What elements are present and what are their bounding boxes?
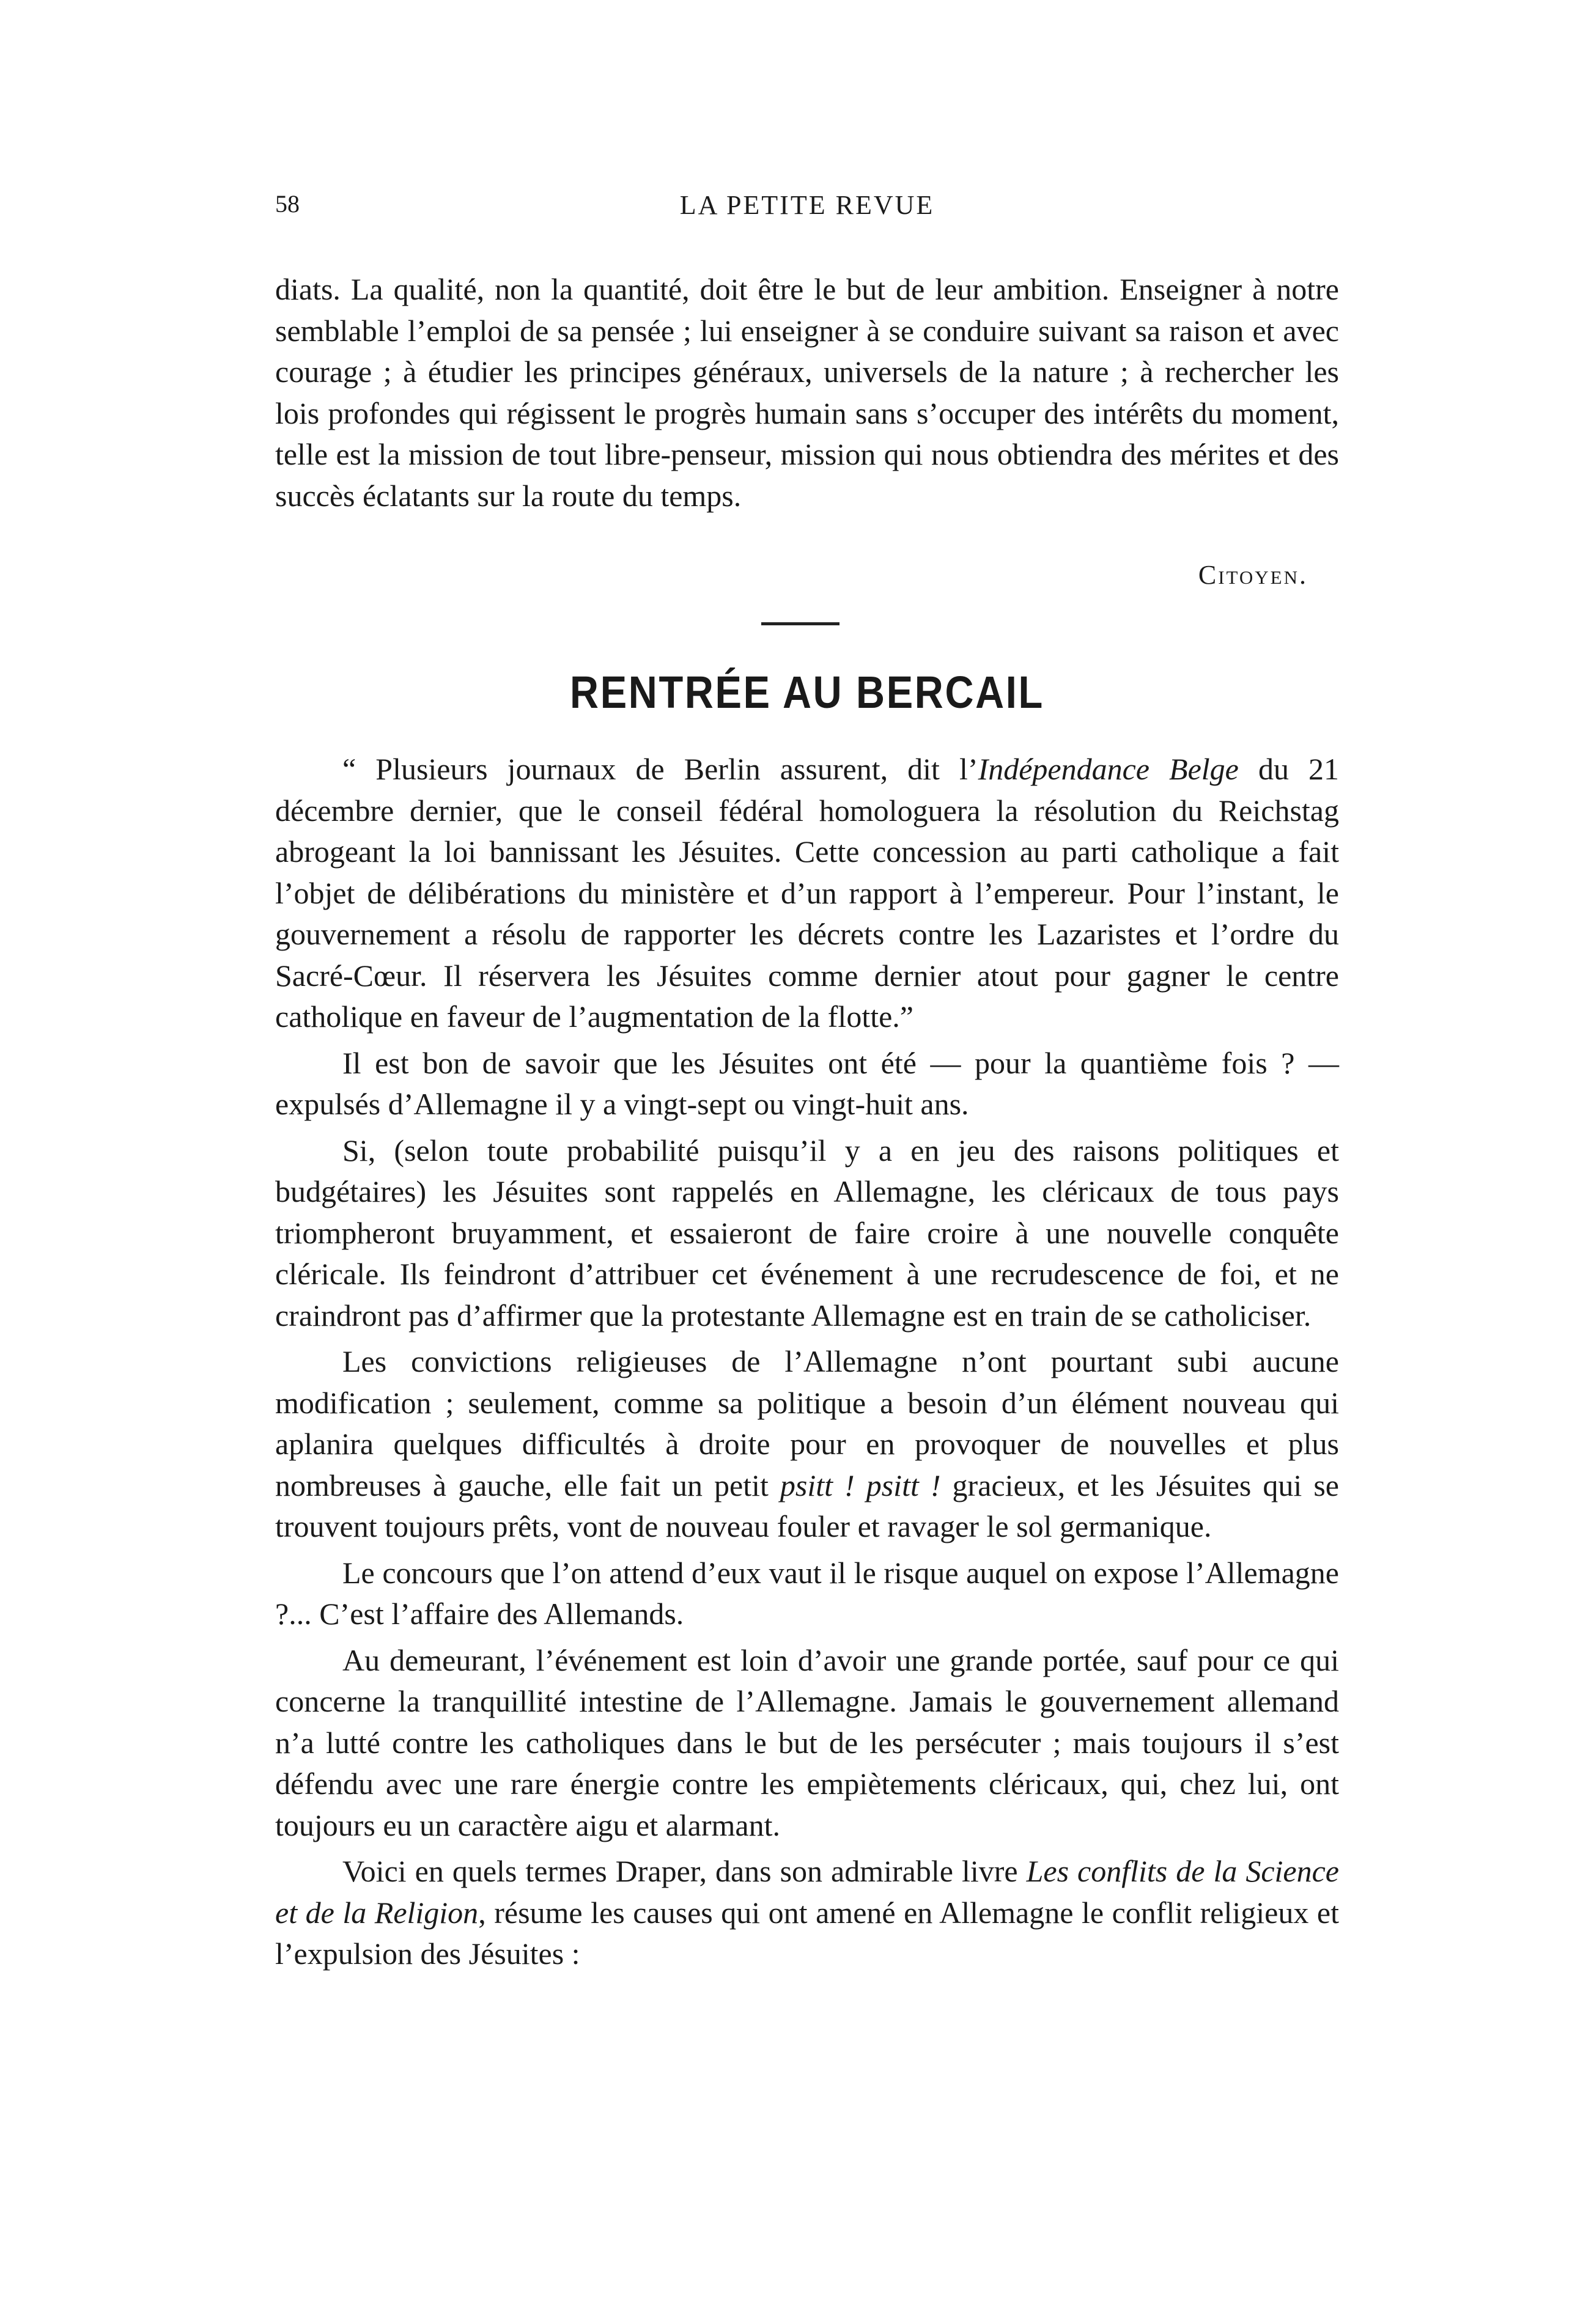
paragraph: Il est bon de savoir que les Jésuites ont été — pour la quantième fois ? — expulsés d’Allemagne il y a vingt-sept ou vingt-huit ans. [275,1045,1339,1121]
quote-text-start: “ Plusieurs journaux de Berlin assurent, dit l’ [342,752,978,786]
page-header [275,189,1339,226]
paragraph: Si, (selon toute probabilité puisqu’il y a en jeu des raisons politiques et budgétaires) les Jésuites sont rappelés en Allemagne, les cléricaux de tous pays triompheront bruyamment, et essaieront de faire croire à une nouvelle conquête cléricale. Ils feindront d’attribuer cet événement à une recrudescence de foi, et ne craindront pas d’affirmer que la protestante Allemagne est en train de se catholiciser. [275,1133,1339,1333]
page-number: 58 [275,190,300,218]
running-title: LA PETITE REVUE [679,190,935,220]
article-body [275,749,1339,1975]
paragraph [275,1341,1339,1548]
paragraph: diats. La qualité, non la quantité, doit être le but de leur ambition. Enseigner à notre semblable l’emploi de sa pensée ; lui enseigner à se conduire suivant sa raison et avec courage ; à étudier les principes généraux, universels de la nature ; à rechercher les lois profondes qui régissent le progrès humain sans s’occuper des intérêts du moment, telle est la mission de tout libre-penseur, mission qui nous obtiendra des mérites et des succès éclatants sur la route du temps. [275,272,1339,513]
quoted-paragraph [275,749,1339,1038]
paragraph-text-start: Voici en quels termes Draper, dans son admirable livre [342,1854,1027,1888]
paragraph: Le concours que l’on attend d’eux vaut il le risque auquel on expose l’Allemagne ?... C’est l’affaire des Allemands. [275,1555,1339,1631]
author-signature: Citoyen. [1198,560,1308,590]
book-title: Les conflits de la Science et de la Religion [275,1854,1339,1930]
continued-paragraph [275,269,1339,517]
newspaper-title: Indépendance Belge [978,752,1239,786]
section-divider [761,622,839,625]
italic-phrase: psitt ! psitt ! [780,1468,941,1502]
article-title: RENTRÉE AU BERCAIL [570,667,1044,718]
paragraph-text-start: Les convictions religieuses de l’Allemagne n’ont pourtant subi aucune modification ; seulement, comme sa politique a besoin d’un élément nouveau qui aplanira quelques difficultés à droite pour en provoquer de nouvelles et plus nombreuses à gauche, elle fait un petit [275,1344,1339,1502]
paragraph-text-end: , résume les causes qui ont amené en Allemagne le conflit religieux et l’expulsion des Jésuites : [275,1895,1339,1971]
paragraph-text-end: gracieux, et les Jésuites qui se trouvent toujours prêts, vont de nouveau fouler et ravager le sol germanique. [275,1468,1339,1543]
paragraph: Au demeurant, l’événement est loin d’avoir une grande portée, sauf pour ce qui concerne la tranquillité intestine de l’Allemagne. Jamais le gouvernement allemand n’a lutté contre les catholiques dans le but de les persécuter ; mais toujours il s’est défendu avec une rare énergie contre les empiètements cléricaux, qui, chez lui, ont toujours eu un caractère aigu et alarmant. [275,1642,1339,1842]
paragraph [275,1851,1339,1975]
quote-text-end: du 21 décembre dernier, que le conseil fédéral homologuera la résolution du Reichstag abrogeant la loi bannissant les Jésuites. Cette concession au parti catholique a fait l’objet de délibérations du ministère et d’un rapport à l’empereur. Pour l’instant, le gouvernement a résolu de rapporter les décrets contre les Lazaristes et l’ordre du Sacré-Cœur. Il réservera les Jésuites comme dernier atout pour gagner le centre catholique en faveur de l’augmentation de la flotte.” [275,752,1339,1034]
